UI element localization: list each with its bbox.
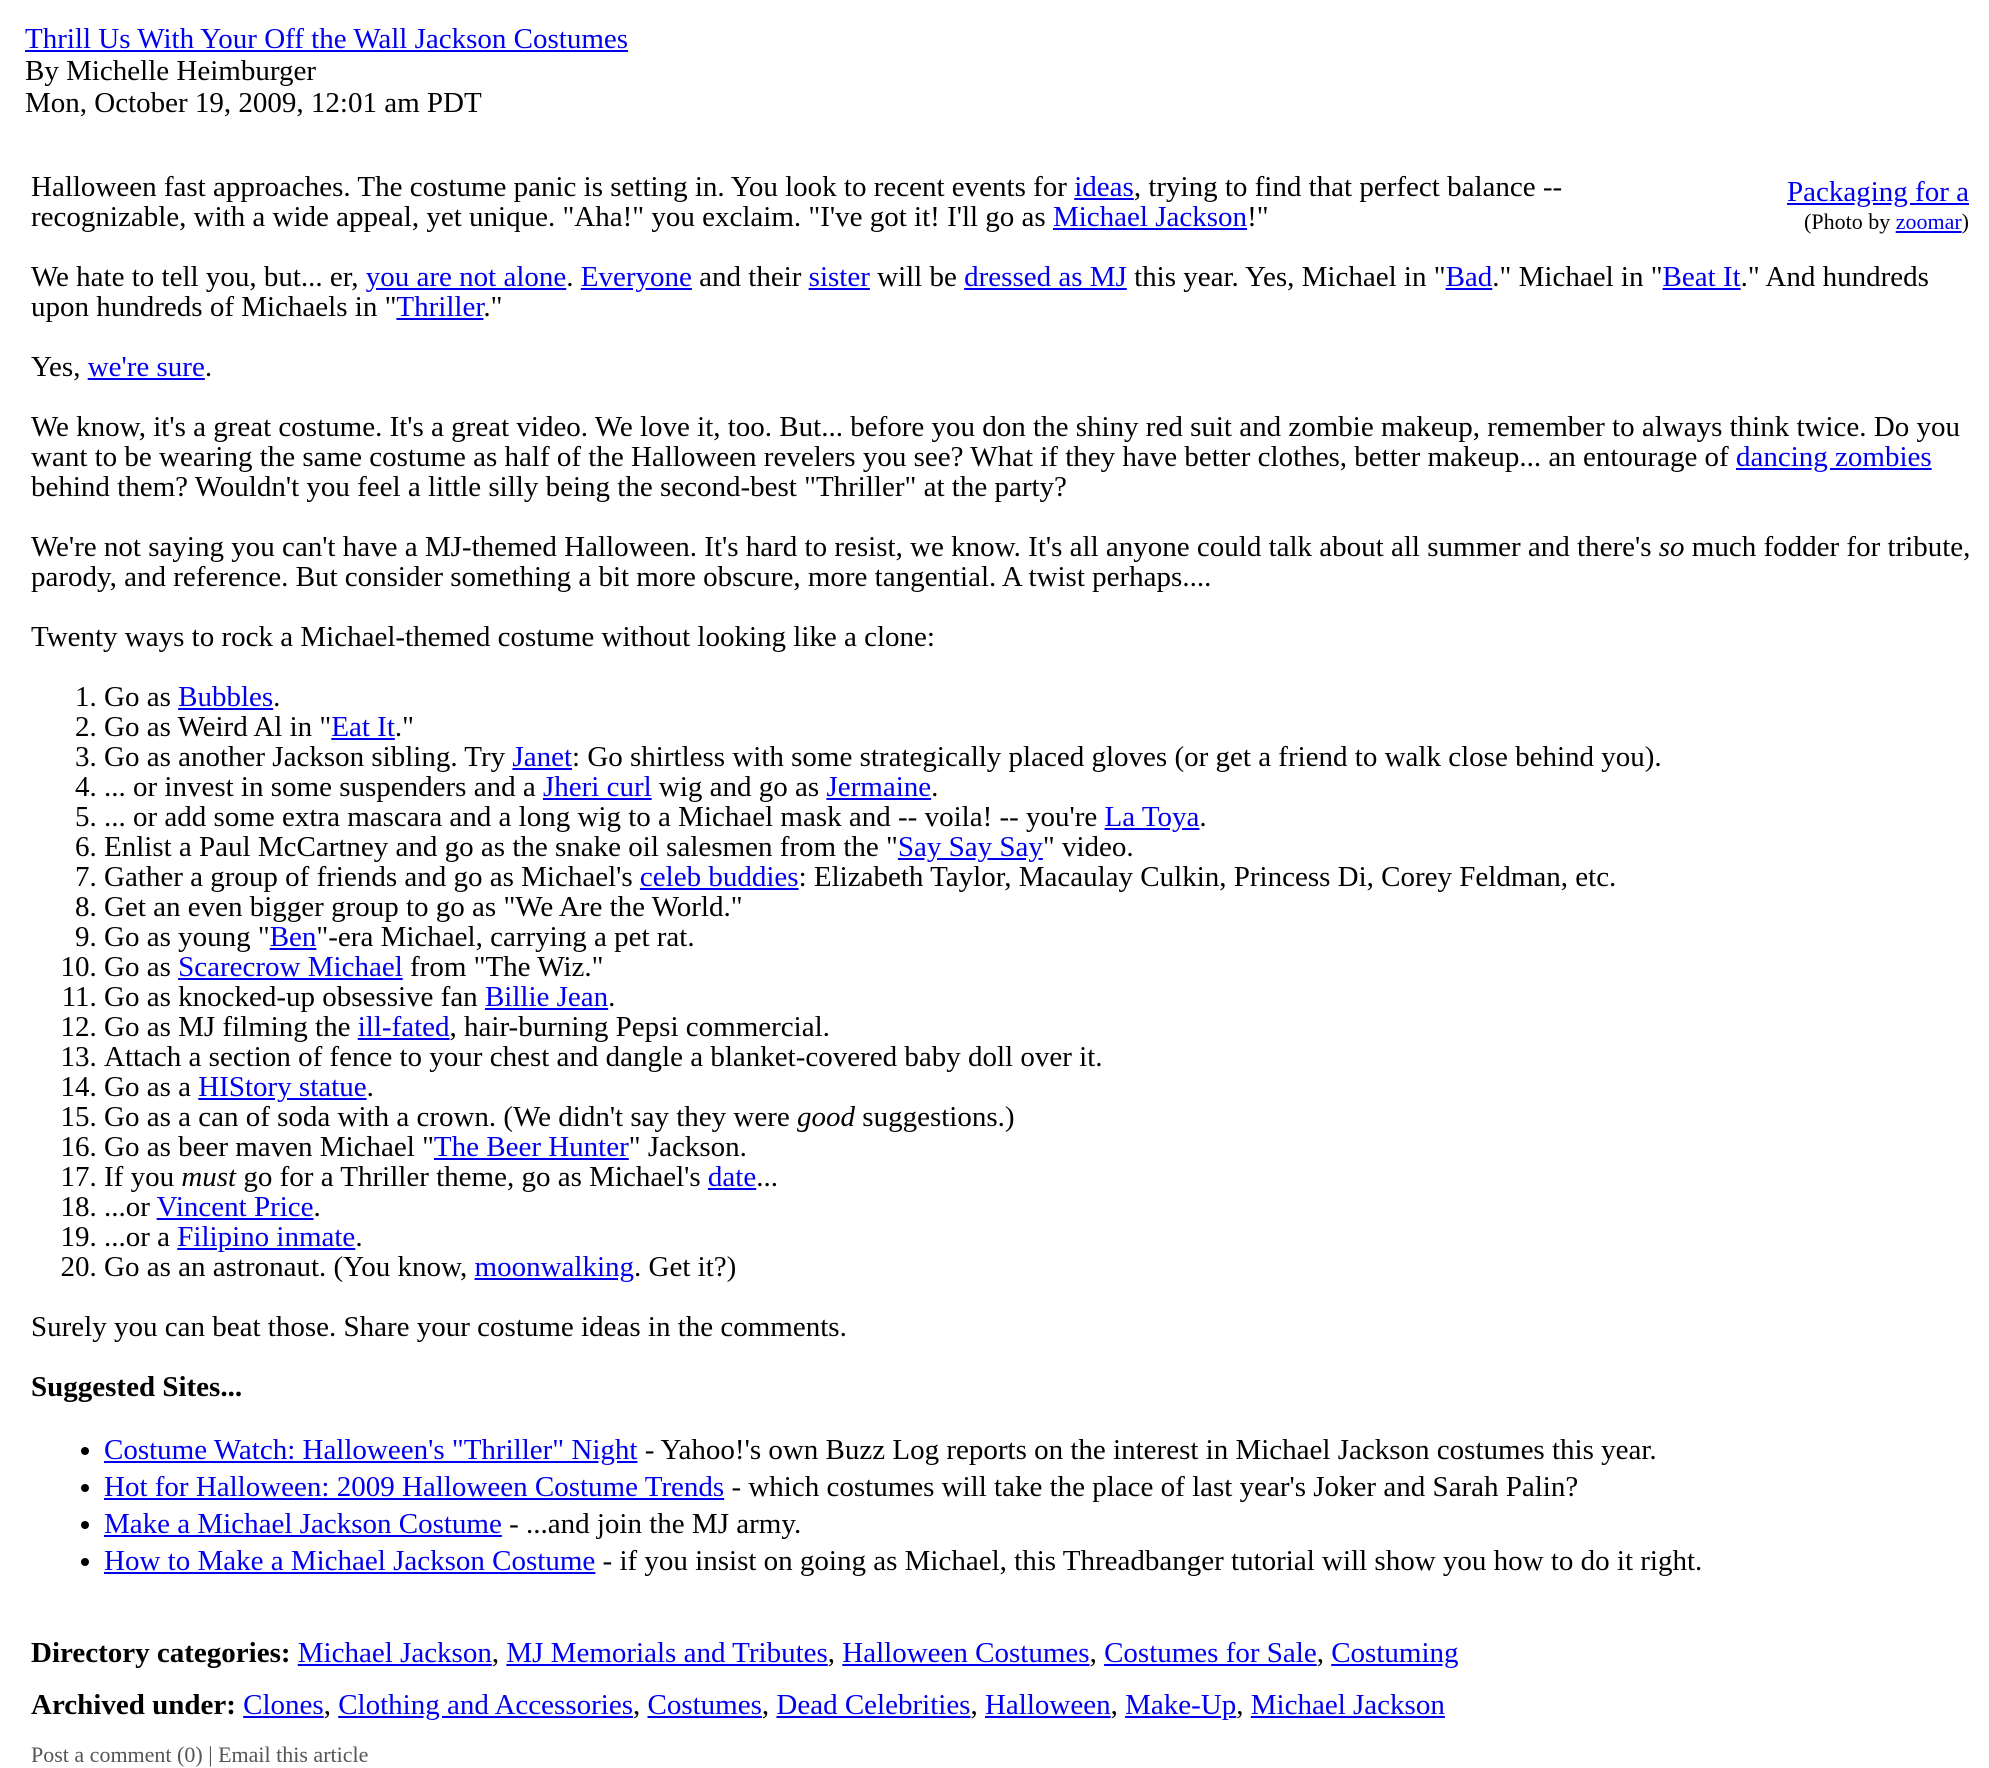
text: much fodder for tribute, parody, and reference. But consider something a bit more obscure, more tangential. A twist perhaps....	[31, 531, 1971, 593]
text: Go as MJ filming the	[104, 1011, 358, 1043]
text: : Go shirtless with some strategically placed gloves (or get a friend to walk close behind you).	[572, 741, 1662, 773]
list-item	[104, 832, 1971, 862]
link-michael-jackson[interactable]: Michael Jackson	[1052, 201, 1248, 233]
category-link-mj-memorials[interactable]: MJ Memorials and Tributes	[506, 1637, 828, 1669]
text: . Get it?)	[634, 1251, 737, 1283]
archived-under	[31, 1690, 1971, 1720]
tag-link-clothing[interactable]: Clothing and Accessories	[338, 1689, 633, 1721]
list-item	[104, 802, 1971, 832]
list-item	[104, 1432, 1971, 1469]
text: , hair-burning Pepsi commercial.	[449, 1011, 830, 1043]
text: ...	[756, 1161, 778, 1193]
list-item	[104, 1042, 1971, 1072]
emphasis: must	[181, 1161, 237, 1193]
separator: ,	[1110, 1689, 1126, 1721]
text: suggestions.)	[855, 1101, 1015, 1133]
link-scarecrow-michael[interactable]: Scarecrow Michael	[178, 951, 403, 983]
text: Attach a section of fence to your chest and dangle a blanket-covered baby doll over it.	[104, 1041, 1103, 1073]
link-bubbles[interactable]: Bubbles	[178, 681, 274, 713]
list-item	[104, 922, 1971, 952]
suggested-link-hot-for-halloween[interactable]: Hot for Halloween: 2009 Halloween Costume Trends	[104, 1471, 725, 1503]
text: Go as a can of soda with a crown. (We didn't say they were	[104, 1101, 798, 1133]
link-beat-it[interactable]: Beat It	[1662, 261, 1741, 293]
link-janet[interactable]: Janet	[512, 741, 573, 773]
text: .	[204, 351, 213, 383]
text: "-era Michael, carrying a pet rat.	[316, 921, 695, 953]
paragraph-twenty-ways: Twenty ways to rock a Michael-themed costume without looking like a clone:	[31, 621, 935, 653]
list-item	[104, 1222, 1971, 1252]
text: ... or invest in some suspenders and a	[104, 771, 543, 803]
text: .	[313, 1191, 321, 1223]
separator: ,	[1236, 1689, 1251, 1721]
text: We hate to tell you, but... er,	[31, 261, 366, 293]
text: Go as knocked-up obsessive fan	[104, 981, 485, 1013]
text: Go as young "	[104, 921, 270, 953]
list-item	[104, 1506, 1971, 1543]
text: ."	[394, 711, 414, 743]
separator: ,	[491, 1637, 507, 1669]
list-item	[104, 1469, 1971, 1506]
photo-credit-suffix: )	[1961, 209, 1969, 234]
directory-categories	[31, 1638, 1971, 1668]
text: Gather a group of friends and go as Michael's	[104, 861, 640, 893]
text: If you	[104, 1161, 182, 1193]
list-item	[104, 1252, 1971, 1282]
link-not-alone[interactable]: you are not alone	[365, 261, 567, 293]
list-item	[104, 682, 1971, 712]
emphasis: so	[1658, 531, 1685, 563]
publish-date: Mon, October 19, 2009, 12:01 am PDT	[25, 87, 482, 119]
list-item	[104, 862, 1971, 892]
list-item	[104, 1543, 1971, 1580]
text: ." And hundreds upon hundreds of Michaels in "	[31, 261, 1929, 323]
list-item	[104, 1102, 1971, 1132]
link-la-toya[interactable]: La Toya	[1104, 801, 1200, 833]
link-ideas[interactable]: ideas	[1074, 171, 1134, 203]
separator: ,	[1089, 1637, 1105, 1669]
text: Go as Weird Al in "	[104, 711, 332, 743]
list-item	[104, 1192, 1971, 1222]
text: Go as an astronaut. (You know,	[104, 1251, 475, 1283]
article-body	[31, 172, 1971, 1768]
link-vincent-price[interactable]: Vincent Price	[156, 1191, 314, 1223]
link-dressed-as-mj[interactable]: dressed as MJ	[964, 261, 1127, 293]
separator: ,	[1316, 1637, 1332, 1669]
link-beer-hunter[interactable]: The Beer Hunter	[433, 1131, 629, 1163]
suggested-link-costume-watch[interactable]: Costume Watch: Halloween's "Thriller" Night	[104, 1434, 638, 1466]
category-link-michael-jackson[interactable]: Michael Jackson	[297, 1637, 492, 1669]
paragraph-closing: Surely you can beat those. Share your costume ideas in the comments.	[31, 1311, 847, 1343]
text: We're not saying you can't have a MJ-themed Halloween. It's hard to resist, we know. It's all anyone could talk about all summer and there's	[31, 531, 1659, 563]
list-item	[104, 1012, 1971, 1042]
text: ...or	[104, 1191, 157, 1223]
paragraph-mj-themed	[31, 532, 1971, 592]
text: .	[608, 981, 616, 1013]
suggested-sites-list	[31, 1432, 1971, 1580]
archived-label: Archived under:	[31, 1689, 236, 1721]
suggested-sites-heading: Suggested Sites...	[31, 1371, 243, 1403]
text: , trying to find that perfect balance -- recognizable, with a wide appeal, yet unique. "Aha!" you exclaim. "I've got it! I'll go as	[31, 171, 1563, 233]
link-dancing-zombies[interactable]: dancing zombies	[1735, 441, 1932, 473]
separator: ,	[633, 1689, 648, 1721]
text: will be	[869, 261, 965, 293]
link-moonwalking[interactable]: moonwalking	[474, 1251, 635, 1283]
text: Halloween fast approaches. The costume panic is setting in. You look to recent events for	[31, 171, 1075, 203]
link-thriller[interactable]: Thriller	[396, 291, 484, 323]
list-item	[104, 742, 1971, 772]
suggested-link-how-to-make[interactable]: How to Make a Michael Jackson Costume	[104, 1545, 596, 1577]
category-link-halloween-costumes[interactable]: Halloween Costumes	[842, 1637, 1090, 1669]
link-bad[interactable]: Bad	[1445, 261, 1493, 293]
comments-row[interactable]: Post a comment (0) | Email this article	[31, 1742, 369, 1767]
link-ill-fated[interactable]: ill-fated	[357, 1011, 450, 1043]
list-item	[104, 712, 1971, 742]
text: this year. Yes, Michael in "	[1126, 261, 1446, 293]
emphasis: good	[797, 1101, 856, 1133]
link-everyone[interactable]: Everyone	[580, 261, 692, 293]
text: behind them? Wouldn't you feel a little silly being the second-best "Thriller" at the party?	[31, 471, 1067, 503]
directory-label: Directory categories:	[31, 1637, 291, 1669]
article-header	[25, 23, 1965, 119]
text: Go as another Jackson sibling. Try	[104, 741, 513, 773]
link-history-statue[interactable]: HIStory statue	[198, 1071, 367, 1103]
separator: ,	[761, 1689, 777, 1721]
link-jermaine[interactable]: Jermaine	[826, 771, 932, 803]
text: " Jackson.	[628, 1131, 747, 1163]
text: - ...and join the MJ army.	[501, 1508, 802, 1540]
link-eat-it[interactable]: Eat It	[331, 711, 395, 743]
link-sister[interactable]: sister	[808, 261, 870, 293]
text: - if you insist on going as Michael, this Threadbanger tutorial will show you how to do it right.	[595, 1545, 1703, 1577]
text: Go as	[104, 951, 179, 983]
article-title-link[interactable]: Thrill Us With Your Off the Wall Jackson Costumes	[25, 23, 629, 55]
link-say-say-say[interactable]: Say Say Say	[897, 831, 1043, 863]
link-ben[interactable]: Ben	[269, 921, 317, 953]
text: Go as	[104, 681, 179, 713]
text: wig and go as	[651, 771, 827, 803]
text: ...or a	[104, 1221, 178, 1253]
byline: By Michelle Heimburger	[25, 55, 317, 87]
category-link-costuming[interactable]: Costuming	[1331, 1637, 1459, 1669]
paragraph-not-alone	[31, 262, 1971, 322]
paragraph-great-costume	[31, 412, 1971, 502]
separator: ,	[323, 1689, 339, 1721]
text: from "The Wiz."	[402, 951, 604, 983]
text: .	[355, 1221, 363, 1253]
link-filipino-inmate[interactable]: Filipino inmate	[177, 1221, 356, 1253]
suggested-link-make-costume[interactable]: Make a Michael Jackson Costume	[104, 1508, 502, 1540]
text: - Yahoo!'s own Buzz Log reports on the interest in Michael Jackson costumes this year.	[637, 1434, 1657, 1466]
text: Go as beer maven Michael "	[104, 1131, 434, 1163]
tag-link-clones[interactable]: Clones	[243, 1689, 324, 1721]
tag-link-dead-celebrities[interactable]: Dead Celebrities	[776, 1689, 971, 1721]
text: " video.	[1042, 831, 1134, 863]
text: Go as a	[104, 1071, 199, 1103]
list-item	[104, 952, 1971, 982]
list-item	[104, 982, 1971, 1012]
text: Get an even bigger group to go as "We Are the World."	[104, 891, 743, 923]
list-item	[104, 772, 1971, 802]
paragraph-were-sure	[31, 352, 1971, 382]
text: ." Michael in "	[1492, 261, 1663, 293]
photo-caption-link[interactable]: Packaging for a	[1787, 176, 1969, 208]
link-date[interactable]: date	[707, 1161, 757, 1193]
separator: ,	[970, 1689, 985, 1721]
photo-credit-prefix: (Photo by	[1804, 209, 1896, 234]
text: : Elizabeth Taylor, Macaulay Culkin, Princess Di, Corey Feldman, etc.	[798, 861, 1617, 893]
text: .	[1199, 801, 1207, 833]
separator: ,	[827, 1637, 843, 1669]
text: and their	[691, 261, 809, 293]
link-jheri-curl[interactable]: Jheri curl	[542, 771, 652, 803]
text: go for a Thriller theme, go as Michael's	[236, 1161, 708, 1193]
text: Enlist a Paul McCartney and go as the snake oil salesmen from the "	[104, 831, 898, 863]
text: !"	[1247, 201, 1269, 233]
list-item	[104, 1072, 1971, 1102]
tag-link-michael-jackson[interactable]: Michael Jackson	[1250, 1689, 1445, 1721]
costume-ideas-list	[31, 682, 1971, 1282]
tag-link-halloween[interactable]: Halloween	[984, 1689, 1111, 1721]
text: We know, it's a great costume. It's a great video. We love it, too. But... before you don the shiny red suit and zombie makeup, remember to always think twice. Do you want to be wearing the same costume as half of the Halloween revelers you see? What if they have better clothes, better makeup... an entourage of	[31, 411, 1960, 473]
text: .	[566, 261, 581, 293]
text: - which costumes will take the place of last year's Joker and Sarah Palin?	[724, 1471, 1579, 1503]
paragraph-intro	[31, 172, 1971, 232]
text: .	[366, 1071, 374, 1103]
list-item	[104, 1132, 1971, 1162]
photo-credit-link[interactable]: zoomar	[1895, 209, 1962, 234]
link-were-sure[interactable]: we're sure	[87, 351, 205, 383]
tag-link-make-up[interactable]: Make-Up	[1125, 1689, 1237, 1721]
text: .	[931, 771, 939, 803]
list-item	[104, 892, 1971, 922]
text: .	[273, 681, 281, 713]
link-billie-jean[interactable]: Billie Jean	[484, 981, 609, 1013]
link-celeb-buddies[interactable]: celeb buddies	[639, 861, 799, 893]
text: ... or add some extra mascara and a long wig to a Michael mask and -- voila! -- you're	[104, 801, 1105, 833]
text: ."	[483, 291, 503, 323]
tag-link-costumes[interactable]: Costumes	[647, 1689, 762, 1721]
text: Yes,	[31, 351, 88, 383]
list-item	[104, 1162, 1971, 1192]
category-link-costumes-for-sale[interactable]: Costumes for Sale	[1104, 1637, 1317, 1669]
